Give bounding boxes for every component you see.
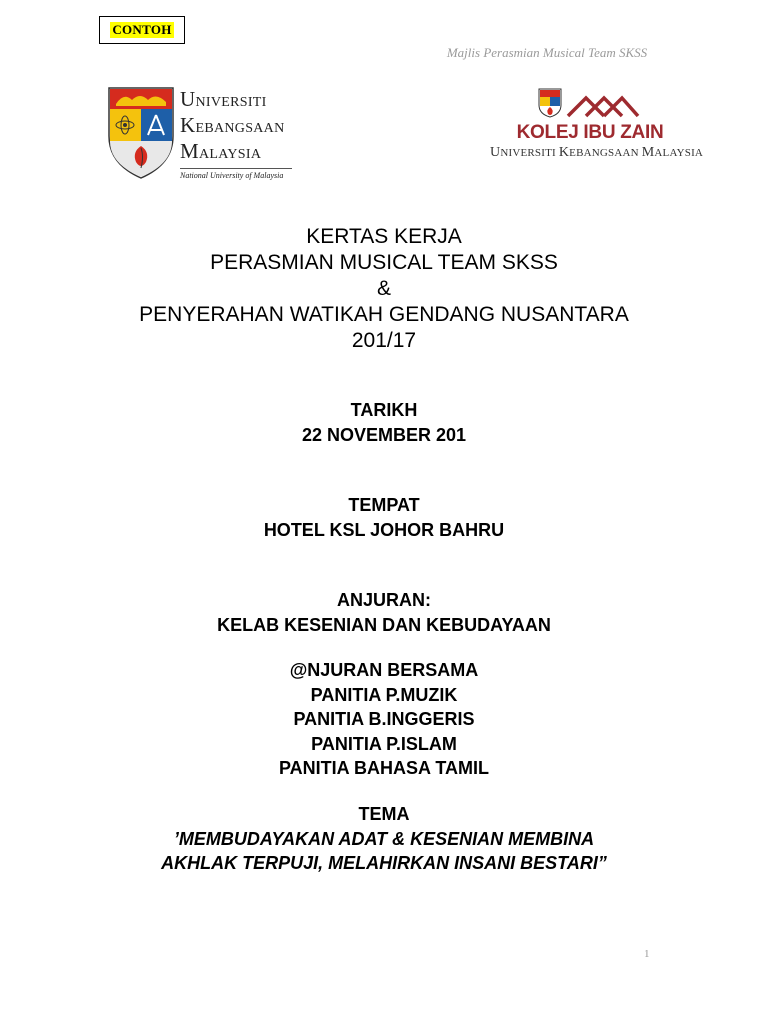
venue-label: TEMPAT xyxy=(348,495,420,515)
theme-line-2: AKHLAK TERPUJI, MELAHIRKAN INSANI BESTARI” xyxy=(161,852,607,873)
title-line-2: PERASMIAN MUSICAL TEAM SKSS xyxy=(210,251,558,274)
co-organizer-item: PANITIA B.INGGERIS xyxy=(293,709,475,729)
kolej-ibu-zain-logo xyxy=(490,84,704,168)
co-organizer-item: PANITIA BAHASA TAMIL xyxy=(279,758,489,778)
ukm-rule xyxy=(180,168,292,169)
sample-badge xyxy=(99,16,185,44)
date-value: 22 NOVEMBER 201 xyxy=(301,424,467,445)
co-organizer-item: PANITIA P.ISLAM xyxy=(311,733,457,754)
ukm-crest-icon xyxy=(106,84,176,180)
theme-line-1: ’MEMBUDAYAKAN ADAT & KESENIAN MEMBINA xyxy=(173,828,595,849)
co-organizers-section xyxy=(0,658,768,781)
kolej-name: KOLEJ IBU ZAIN xyxy=(516,122,664,143)
ukm-line-3: MALAYSIA xyxy=(180,139,262,163)
kolej-roof-icon xyxy=(566,92,640,118)
running-header: Majlis Perasmian Musical Team SKSS xyxy=(446,45,648,60)
title-line-4: PENYERAHAN WATIKAH GENDANG NUSANTARA xyxy=(139,303,629,326)
organizer-label: ANJURAN: xyxy=(337,590,431,610)
kolej-university-line: UNIVERSITI KEBANGSAAN MALAYSIA xyxy=(490,145,704,160)
page-number: 1 xyxy=(644,948,650,960)
document-title xyxy=(0,224,768,354)
venue-section xyxy=(0,493,768,542)
title-line-5: 201/17 xyxy=(351,329,417,352)
ukm-wordmark xyxy=(180,88,296,180)
ukm-subtitle: National University of Malaysia xyxy=(180,171,284,180)
kolej-crest-icon xyxy=(538,88,562,118)
co-organizers-label: @NJURAN BERSAMA xyxy=(289,660,479,680)
theme-label: TEMA xyxy=(358,804,410,824)
theme-section xyxy=(0,802,768,875)
date-section xyxy=(0,398,768,447)
title-line-3: & xyxy=(376,277,391,300)
title-line-1: KERTAS KERJA xyxy=(306,225,462,248)
ukm-logo xyxy=(106,84,296,180)
venue-value: HOTEL KSL JOHOR BAHRU xyxy=(263,519,505,540)
date-label: TARIKH xyxy=(350,400,418,420)
sample-badge-label: CONTOH xyxy=(112,22,172,37)
co-organizer-item: PANITIA P.MUZIK xyxy=(310,684,458,705)
ukm-line-2: KEBANGSAAN xyxy=(180,113,285,137)
organizer-value: KELAB KESENIAN DAN KEBUDAYAAN xyxy=(217,614,551,635)
organizer-section xyxy=(0,588,768,637)
ukm-line-1: UNIVERSITI xyxy=(180,87,267,111)
